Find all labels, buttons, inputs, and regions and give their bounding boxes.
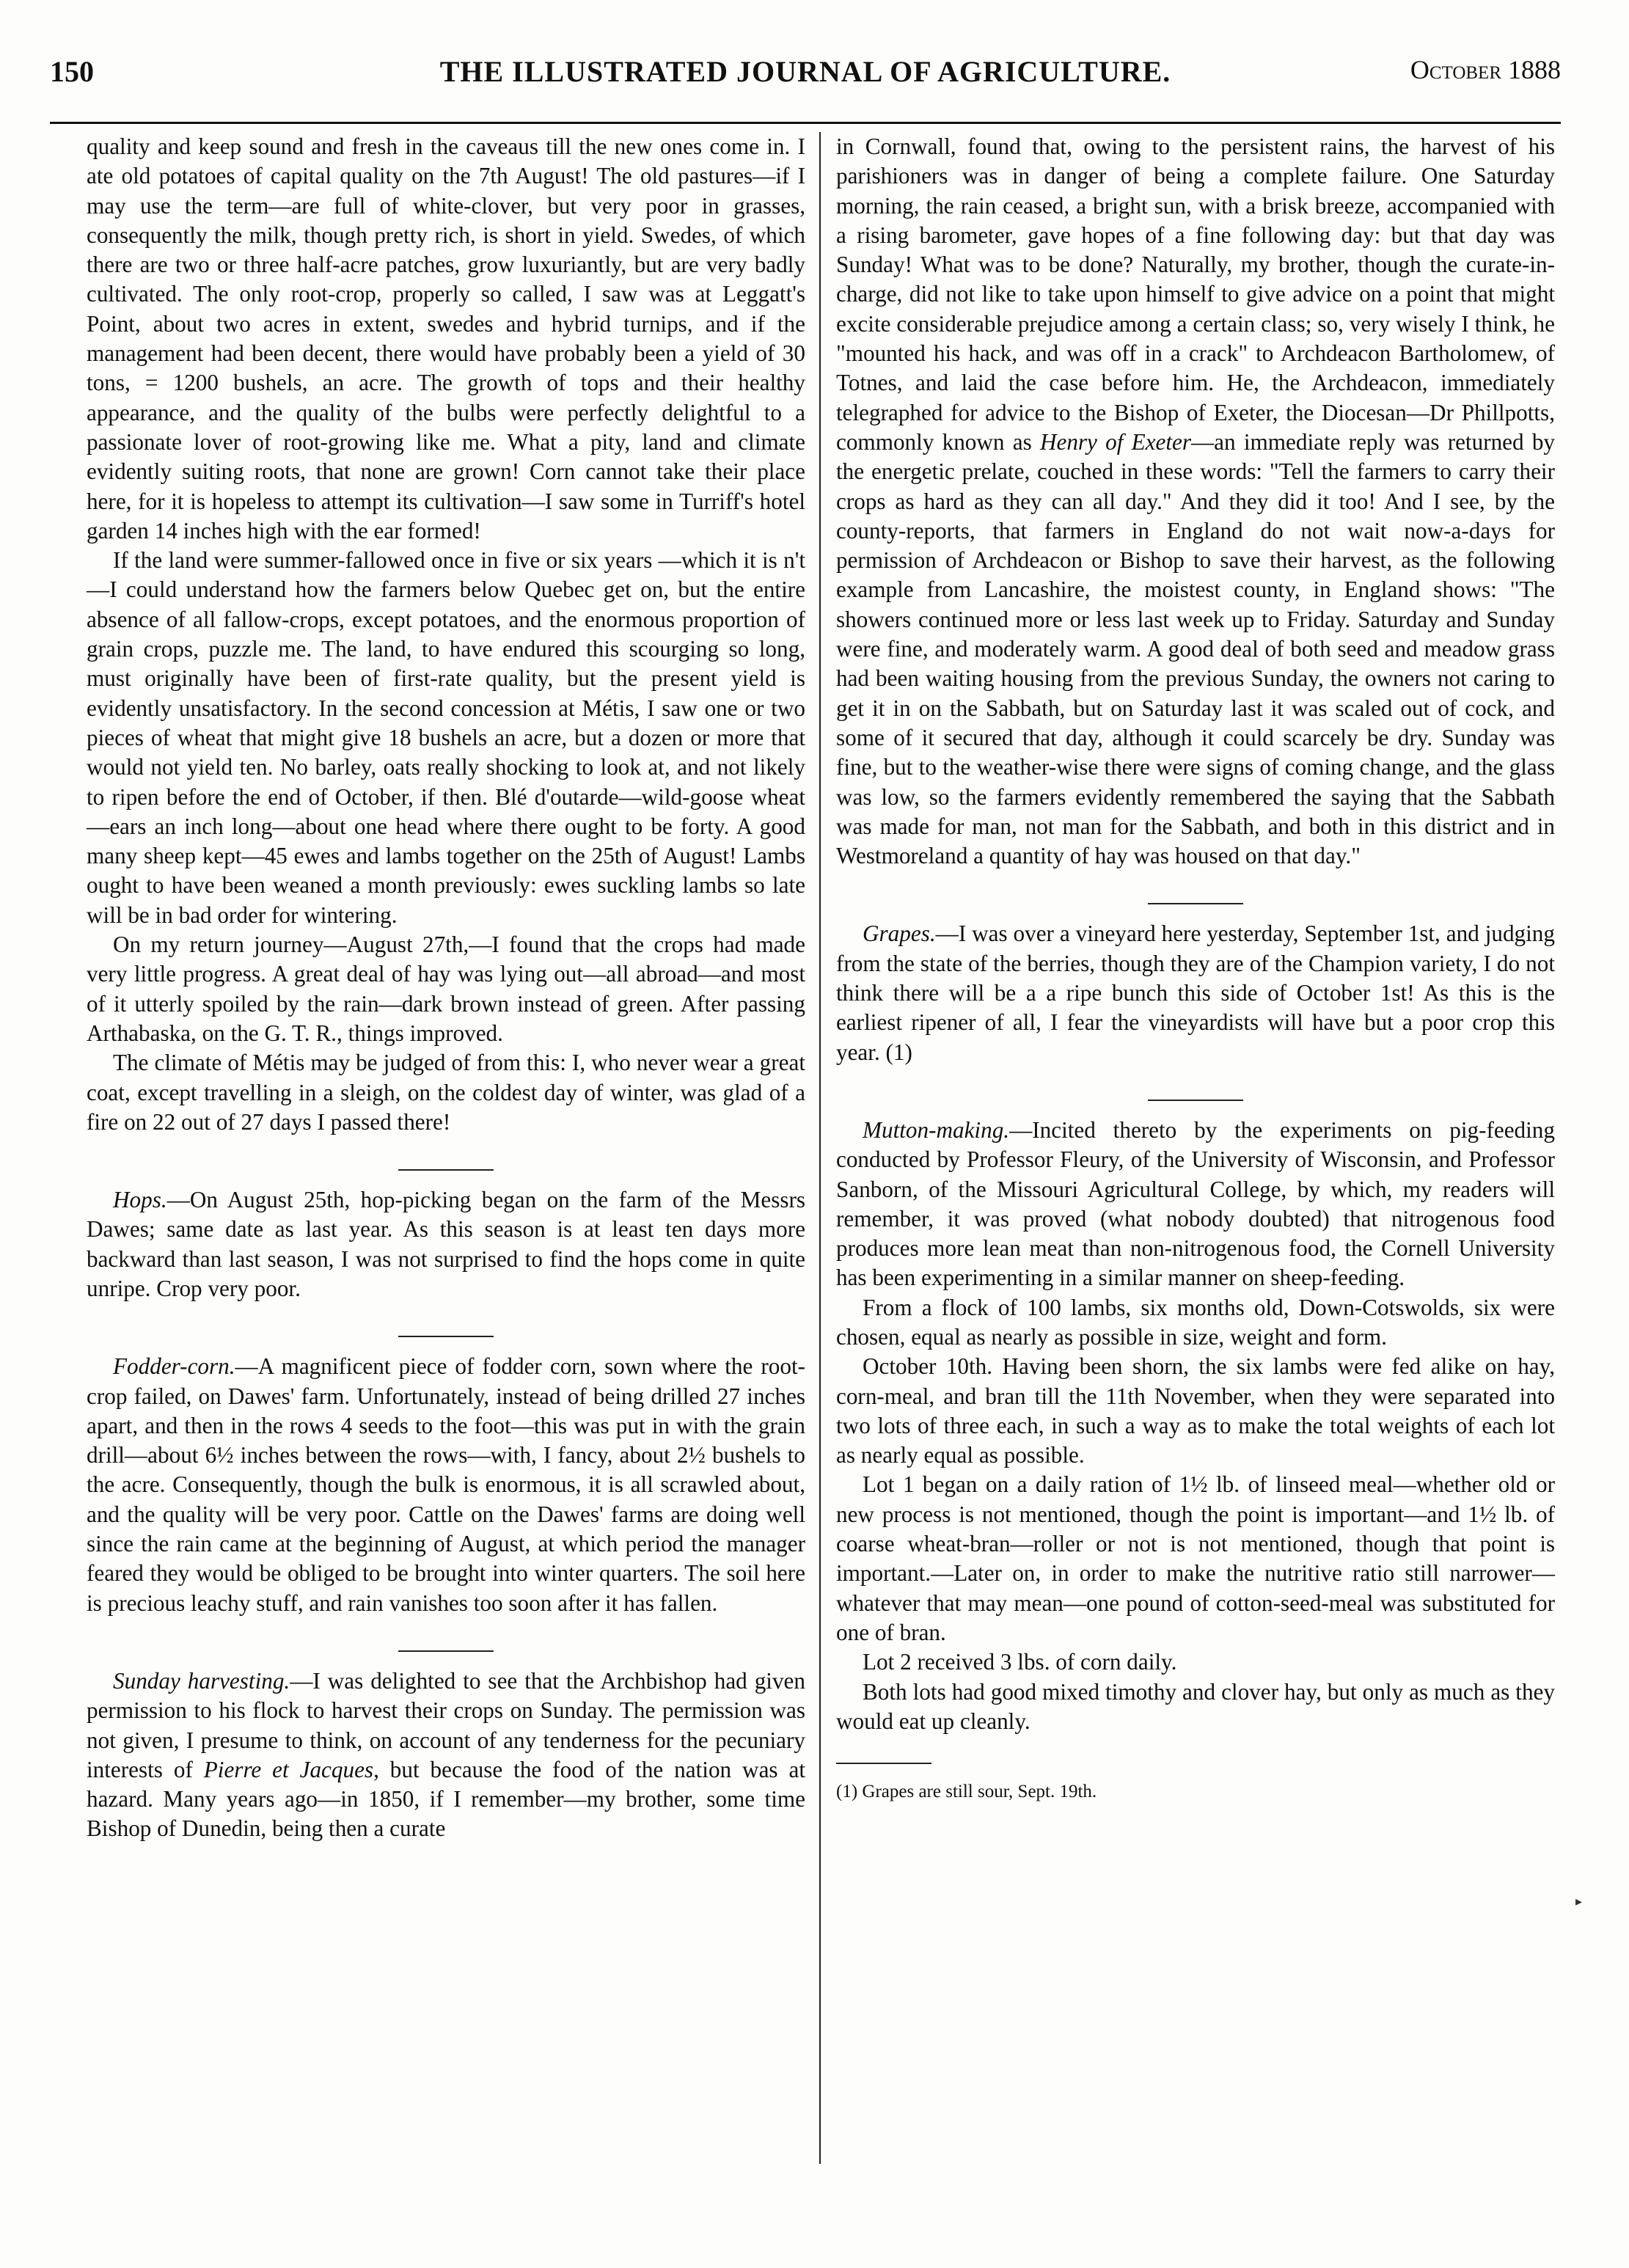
hops-heading: Hops. [113,1187,167,1213]
paragraph-both-lots: Both lots had good mixed timothy and clover hay, but only as much as they would eat up cleanly. [836,1678,1555,1734]
footnote: (1) Grapes are still sour, Sept. 19th. [836,1782,1097,1802]
issue-date: October 1888 [1410,55,1561,84]
page-header [50,54,1561,98]
section-sunday-harvesting [87,1667,805,1844]
paragraph-potatoes: quality and keep sound and fresh in the caveaus till the new ones come in. I ate old potatoes of capital quality on the 7th August! The old pastures—if I may use the term—are full of white-clover, but very poor in grasses, consequently the milk, though pretty rich, is short in yield. Swedes, of which there are two or three half-acre patches, grow luxuriantly, but are very badly cultivated. The only root-crop, properly so called, I saw was at Leggatt's Point, about two acres in extent, swedes and hybrid turnips, and if the management had been decent, there would have probably been a yield of 30 tons, = 1200 bushels, an acre. The growth of tops and their healthy appearance, and the quality of the bulbs were perfectly delightful to a passionate lover of root-growing like me. What a pity, land and climate evidently suiting roots, that none are grown! Corn cannot take their place here, for it is hopeless to attempt its cultivation—I saw some in Turriff's hotel garden 14 inches high with the ear formed! [87,133,805,544]
section-mutton-making [836,1116,1555,1293]
paragraph-cornwall [836,132,1555,871]
fodder-heading: Fodder-corn. [113,1353,235,1380]
sunday-text-cont: , but because the food of the nation was at hazard. Many years ago—in 1850, if I remember—my brother, some time Bishop of Dunedin, being then a curate [87,1756,805,1842]
section-hops [87,1185,805,1303]
right-column [836,132,1555,1804]
section-fodder-corn [87,1352,805,1618]
left-column [87,132,805,1844]
column-rule [819,132,821,2164]
header-rule [50,122,1561,124]
section-divider [1148,903,1243,904]
paragraph-return-journey: On my return journey—August 27th,—I found that the crops had made very little progress. A great deal of hay was lying out—all abroad—and most of it utterly spoiled by the rain—dark brown instead of green. After passing Arthabaska, on the G. T. R., things improved. [87,932,805,1046]
paragraph-october: October 10th. Having been shorn, the six lambs were fed alike on hay, corn-meal, and bran till the 11th November, when they were separated into two lots of three each, in such a way as to make the total weights of each lot as nearly equal as possible. [836,1353,1555,1468]
section-divider [398,1336,494,1337]
section-divider [398,1650,494,1652]
section-grapes [836,919,1555,1067]
paragraph-lot-1: Lot 1 began on a daily ration of 1½ lb. of linseed meal—whether old or new process is not mentioned, though the point is important—and 1½ lb. of coarse wheat-bran—roller or not is not mentioned, though that point is important.—Later on, in order to make the nutritive ratio still narrower—whatever that may mean—one pound of cotton-seed-meal was substituted for one of bran. [836,1471,1555,1645]
page-number: 150 [50,55,94,88]
sunday-heading: Sunday harvesting. [113,1667,290,1694]
grapes-heading: Grapes. [863,921,936,947]
sunday-italic: Pierre et Jacques [203,1756,374,1782]
section-divider [398,1169,494,1171]
journal-title: THE ILLUSTRATED JOURNAL OF AGRICULTURE. [439,55,1171,88]
margin-mark-icon: ▸ [1575,1894,1583,1909]
cornwall-text: in Cornwall, found that, owing to the persistent rains, the harvest of his parishioners was in danger of being a complete failure. One Saturday morning, the rain ceased, a bright sun, with a brisk breeze, accompanied with a rising barometer, gave hopes of a fine following day: but that day was Sunday! What was to be done? Naturally, my brother, though the curate-in-charge, did not like to take upon himself to give advice on a point that might excite considerable prejudice among a certain class; so, very wisely I think, he "mounted his hack, and was off in a crack" to Archdeacon Bartholomew, of Totnes, and laid the case before him. He, the Archdeacon, immediately telegraphed for advice to the Bishop of Exeter, the Diocesan—Dr Phillpotts, commonly known as [836,133,1555,455]
paragraph-lot-2: Lot 2 received 3 lbs. of corn daily. [863,1649,1177,1675]
hops-text: —On August 25th, hop-picking began on the farm of the Messrs Dawes; same date as last year. As this season is at least ten days more backward than last season, I was not surprised to find the hops come in quite unripe. Crop very poor. [87,1187,805,1301]
mutton-text: —Incited thereto by the experiments on pig-feeding conducted by Professor Fleury, of the University of Wisconsin, and Professor Sanborn, of the Missouri Agricultural College, by which, my readers will remember, it was proved (what nobody doubted) that nitrogenous food produces more lean meat than non-nitrogenous food, the Cornell University has been experimenting in a similar manner on sheep-feeding. [836,1116,1555,1291]
grapes-text: —I was over a vineyard here yesterday, September 1st, and judging from the state of the berries, though they are of the Champion variety, I do not think there will be a a ripe bunch this side of October 1st! As this is the earliest ripener of all, I fear the vineyardists will have but a poor crop this year. (1) [836,921,1555,1065]
section-divider [1148,1100,1243,1101]
cornwall-text-cont: —an immediate reply was returned by the energetic prelate, couched in these words: "Tell the farmers to carry their crops as hard as they can all day." And they did it too! And I see, by the county-reports, that farmers in England do not wait now-a-days for permission of Archdeacon or Bishop to save their harvest, as the following example from Lancashire, the moistest county, in England shows: "The showers continued more or less last week up to Friday. Saturday and Sunday were fine, and moderately warm. A good deal of both seed and meadow grass had been waiting housing from the previous Sunday, the owners not caring to get it in on the Sabbath, but on Saturday last it was scaled out of cock, and some of it secured that day, although it could scarcely be dry. Sunday was fine, but to the weather-wise there were signs of coming change, and the glass was low, so the farmers evidently remembered the saying that the Sabbath was made for man, not man for the Sabbath, and both in this district and in Westmoreland a quantity of hay was housed on that day." [836,428,1556,869]
fodder-text: —A magnificent piece of fodder corn, sown where the root-crop failed, on Dawes' farm. Unfortunately, instead of being drilled 27 inches apart, and then in the rows 4 seeds to the foot—this was put in with the grain drill—about 6½ inches between the rows—with, I fancy, about 2½ bushels to the acre. Consequently, though the bulk is enormous, it is all scrawled about, and the quality will be very poor. Cattle on the Dawes' farms are doing well since the rain came at the beginning of August, at which period the manager feared they would be obliged to be brought into winter quarters. The soil here is precious leachy stuff, and rain vanishes too soon after it has fallen. [87,1353,805,1616]
mutton-heading: Mutton-making. [863,1116,1010,1143]
paragraph-fallow: If the land were summer-fallowed once in five or six years —which it is n't —I could understand how the farmers below Quebec get on, but the entire absence of all fallow-crops, except potatoes, and the enormous proportion of grain crops, puzzle me. The land, to have endured this scourging so long, must originally have been of first-rate quality, but the present yield is evidently unsatisfactory. In the second concession at Métis, I saw one or two pieces of wheat that might give 18 bushels an acre, but a dozen or more that would not yield ten. No barley, oats really shocking to look at, and not likely to ripen before the end of October, if then. Blé d'outarde—wild-goose wheat—ears an inch long—about one head where there ought to be forty. A good many sheep kept—45 ewes and lambs together on the 25th of August! Lambs ought to have been weaned a month previously: ewes suckling lambs so late will be in bad order for wintering. [87,547,805,928]
footnote-divider [836,1763,931,1764]
paragraph-flock: From a flock of 100 lambs, six months old, Down-Cotswolds, six were chosen, equal as nearly as possible in size, weight and form. [836,1294,1555,1350]
paragraph-climate: The climate of Métis may be judged of from this: I, who never wear a great coat, except travelling in a sleigh, on the coldest day of winter, was glad of a fire on 22 out of 27 days I passed there! [87,1050,805,1135]
sunday-text: —I was delighted to see that the Archbishop had given permission to his flock to harvest their crops on Sunday. The permission was not given, I presume to think, on account of any tenderness for the pecuniary interests of [87,1667,805,1782]
henry-of-exeter: Henry of Exeter [1039,428,1191,455]
